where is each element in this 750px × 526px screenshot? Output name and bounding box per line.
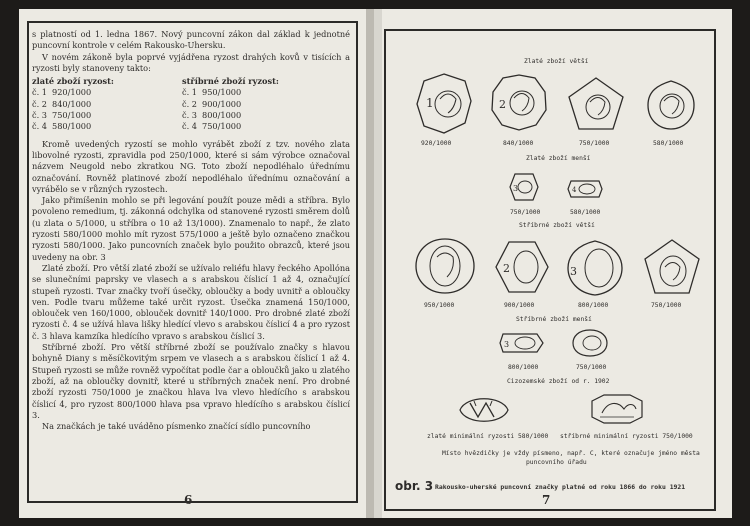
silver-mark-900-image xyxy=(492,238,552,296)
foreign-gold-label: zlaté minimální ryzosti 580/1000 xyxy=(427,433,549,440)
silver-small-mark-750-image xyxy=(570,327,610,359)
note-text: puncovního úřadu xyxy=(526,459,587,466)
svg-text:2: 2 xyxy=(503,262,510,275)
section-title: Cizozemské zboží od r. 1902 xyxy=(507,378,610,385)
table-row: č. 4 750/1000 xyxy=(182,121,242,132)
table-row: č. 3 750/1000 xyxy=(32,110,92,121)
gold-mark-750-image xyxy=(565,75,627,133)
section-title: Zlaté zboží menší xyxy=(526,155,591,162)
paragraph: Na značkách je také uváděno písmenko značící sídlo puncovního xyxy=(42,421,311,432)
paragraph: Stříbrné zboží. Pro větší stříbrné zboží se používalo značky s hlavou bohyně Diany s měsíčkovitým srpem ve vlasech a s arabskou číslicí 1 až 4. Stupeň ryzosti se může rovněž vypočítat podle čar a obloučků jako u zlatého zboží, až na obloučky dovnitř, které u stříbrných značek není. Pro drobné zboží ryzosti 750/1000 je značkou hlava lva vlevo hledícího s arabskou číslicí 4, pro ryzost 800/1000 hlava psa vpravo hledícího s arabskou číslicí 3. xyxy=(32,342,350,420)
silver-mark-750-image xyxy=(642,237,702,297)
gold-mark-840-image xyxy=(488,72,550,134)
svg-text:3: 3 xyxy=(513,184,519,193)
silver-fineness-heading: stříbrné zboží ryzost: xyxy=(182,76,279,87)
svg-text:4: 4 xyxy=(572,186,577,194)
fineness-label: 900/1000 xyxy=(504,302,535,309)
fineness-label: 800/1000 xyxy=(508,364,539,371)
paragraph: Zlaté zboží. Pro větší zlaté zboží se užívalo reliéfu hlavy řeckého Apollóna se slunečními paprsky ve vlasech a s arabskou číslicí 1 až 4, označující stupeň ryzosti. Tvar značky tvoří úsečky, obloučky a body uvnitř a obloučky ven. Podle tvaru můžeme také určit ryzost. Úsečka znamená 150/1000, oblouček ven 160/1000, oblouček dovnitř 140/1000. Pro drobné zlaté zboží ryzosti č. 4 se užívá hlava lišky hledící vlevo s arabskou číslicí 4 a pro ryzost č. 3 hlava kamzíka hledícího vpravo s arabskou číslicí 3. xyxy=(32,262,350,341)
section-title: Zlaté zboží větší xyxy=(524,58,589,65)
svg-text:1: 1 xyxy=(426,96,434,110)
silver-fineness-column xyxy=(182,76,332,132)
gold-fineness-column xyxy=(32,76,182,132)
fineness-label: 580/1000 xyxy=(570,209,601,216)
fineness-label: 750/1000 xyxy=(651,302,682,309)
page-number: 7 xyxy=(542,493,551,507)
figure-caption: Rakousko-uherské puncovní značky platné od roku 1866 do roku 1921 xyxy=(435,483,686,491)
foreign-silver-mark-image xyxy=(588,391,646,427)
paragraph: V novém zákoně byla poprvé vyjádřena ryzost drahých kovů v tisících a ryzosti byly stanoveny takto: xyxy=(32,51,350,73)
fineness-label: 950/1000 xyxy=(424,302,455,309)
gold-small-mark-750-image xyxy=(507,171,541,203)
fineness-label: 750/1000 xyxy=(510,209,541,216)
paragraph: Jako přimíšenin mohlo se při legování použít pouze mědi a stříbra. Bylo povoleno remedium, tj. zákonná odchylka od stanovené ryzosti směrem dolů (u zlata o 5/1000, u stříbra o 10 až 13/1000). Znamenalo to např., že zlato ryzosti 580/1000 mohlo mít ryzost 575/1000 a ještě bylo označeno značkou ryzosti 580/1000. Jako puncovních značek bylo použito obrazců, které jsou uvedeny na obr. 3 xyxy=(32,195,350,262)
section-title: Stříbrné zboží větší xyxy=(519,222,595,229)
table-row: č. 2 840/1000 xyxy=(32,98,92,109)
silver-mark-800-image xyxy=(564,237,626,299)
book-gutter xyxy=(366,9,374,518)
paragraph: Kromě uvedených ryzostí se mohlo vyrábět zboží z tzv. nového zlata libovolné ryzosti, zpravidla pod 250/1000, které si sám výrobce označoval názvem Neugold nebo zkratkou NG. Toto zboží nepodléhalo úřednímu označování. Rovněž platinové zboží nepodléhalo úřednímu označování a vyrábělo se v různých ryzostech. xyxy=(32,138,350,194)
section-title: Stříbrné zboží menší xyxy=(516,316,592,323)
table-row: č. 2 900/1000 xyxy=(182,98,242,109)
gold-mark-580-image xyxy=(644,77,698,133)
foreign-silver-label: stříbrné minimální ryzosti 750/1000 xyxy=(560,433,693,440)
table-row: č. 1 920/1000 xyxy=(32,87,92,98)
fineness-label: 920/1000 xyxy=(421,140,452,147)
fineness-table xyxy=(32,76,350,132)
table-row: č. 1 950/1000 xyxy=(182,87,242,98)
svg-text:3: 3 xyxy=(570,265,577,278)
gold-mark-920-image xyxy=(414,71,474,137)
fineness-label: 750/1000 xyxy=(576,364,607,371)
svg-text:2: 2 xyxy=(499,98,506,111)
svg-text:3: 3 xyxy=(504,340,510,349)
left-page xyxy=(19,9,366,518)
left-text-block xyxy=(32,29,350,432)
silver-small-mark-800-image xyxy=(497,329,547,357)
fineness-label: 580/1000 xyxy=(653,140,684,147)
fineness-label: 750/1000 xyxy=(579,140,610,147)
table-row: č. 3 800/1000 xyxy=(182,110,242,121)
fineness-label: 840/1000 xyxy=(503,140,534,147)
fineness-label: 800/1000 xyxy=(578,302,609,309)
paragraph: s platností od 1. ledna 1867. Nový puncovní zákon dal základ k jednotné puncovní kontrole v celém Rakousko-Uhersku. xyxy=(32,29,350,51)
table-row: č. 4 580/1000 xyxy=(32,121,92,132)
gold-small-mark-580-image xyxy=(565,177,605,201)
page-number: 6 xyxy=(184,493,193,507)
silver-mark-950-image xyxy=(412,235,478,297)
book-gutter xyxy=(374,9,382,518)
gold-fineness-heading: zlaté zboží ryzost: xyxy=(32,76,114,87)
figure-label: obr. 3 xyxy=(395,479,434,493)
right-page xyxy=(382,9,732,518)
note-text: Místo hvězdičky je vždy písmeno, např. C, které označuje jméno města xyxy=(442,450,700,457)
foreign-gold-mark-image xyxy=(456,393,512,427)
